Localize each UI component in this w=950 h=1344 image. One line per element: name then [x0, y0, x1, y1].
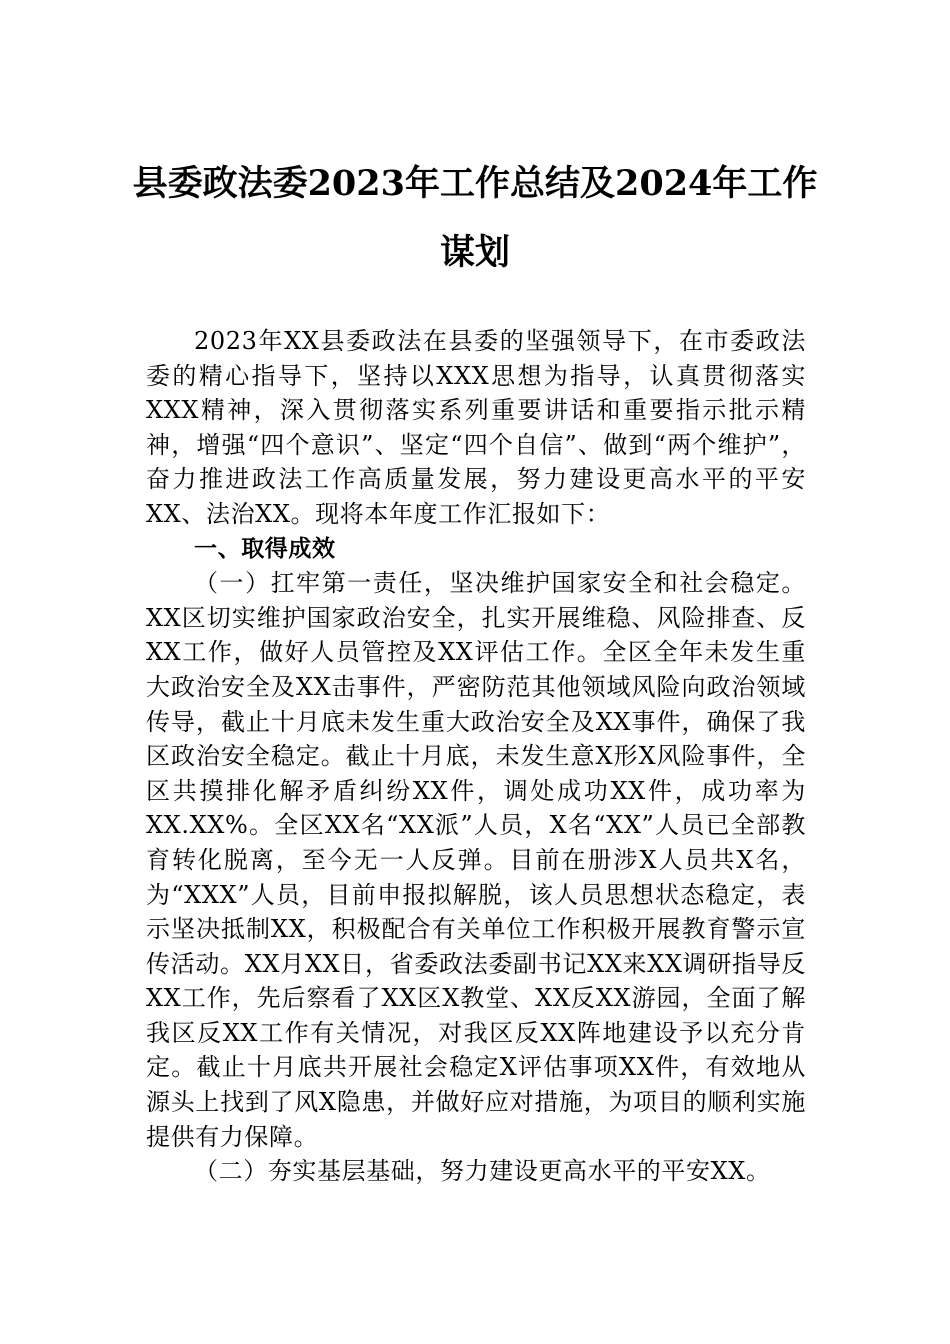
- intro-paragraph: 2023年XX县委政法在县委的坚强领导下，在市委政法委的精心指导下，坚持以XXX思想为指导，认真贯彻落实XXX精神，深入贯彻落实系列重要讲话和重要指示批示精神，增强“四个意识”、坚定“四个自信”、做到“两个维护”，奋力推进政法工作高质量发展，努力建设更高水平的平安XX、法治XX。现将本年度工作汇报如下：: [146, 327, 806, 528]
- document-title-line-2: 谋划: [439, 232, 510, 273]
- section-heading-achievements: 一、取得成效: [194, 535, 336, 562]
- paragraph-security-stability: （一）扛牢第一责任，坚决维护国家安全和社会稳定。XX区切实维护国家政治安全，扎实开展维稳、风险排查、反XX工作，做好人员管控及XX评估工作。全区全年未发生重大政治安全及XX击事件，严密防范其他领域风险向政治领域传导，截止十月底未发生重大政治安全及XX事件，确保了我区政治安全稳定。截止十月底，未发生意X形X风险事件，全区共摸排化解矛盾纠纷XX件，调处成功XX件，成功率为XX.XX%。全区XX名“XX派”人员，X名“XX”人员已全部教育转化脱离，至今无一人反弹。目前在册涉X人员共X名，为“XXX”人员，目前申报拟解脱，该人员思想状态稳定，表示坚决抵制XX，积极配合有关单位工作积极开展教育警示宣传活动。XX月XX日，省委政法委副书记XX来XX调研指导反XX工作，先后察看了XX区X教堂、XX反XX游园，全面了解我区反XX工作有关情况，对我区反XX阵地建设予以充分肯定。截止十月底共开展社会稳定X评估事项XX件，有效地从源头上找到了风X隐患，并做好应对措施，为项目的顺利实施提供有力保障。: [146, 569, 806, 1151]
- document-body: [146, 324, 806, 1189]
- paragraph-grassroots: （二）夯实基层基础，努力建设更高水平的平安XX。: [194, 1157, 771, 1186]
- document-title-line-1: 县委政法委2023年工作总结及2024年工作: [132, 163, 818, 204]
